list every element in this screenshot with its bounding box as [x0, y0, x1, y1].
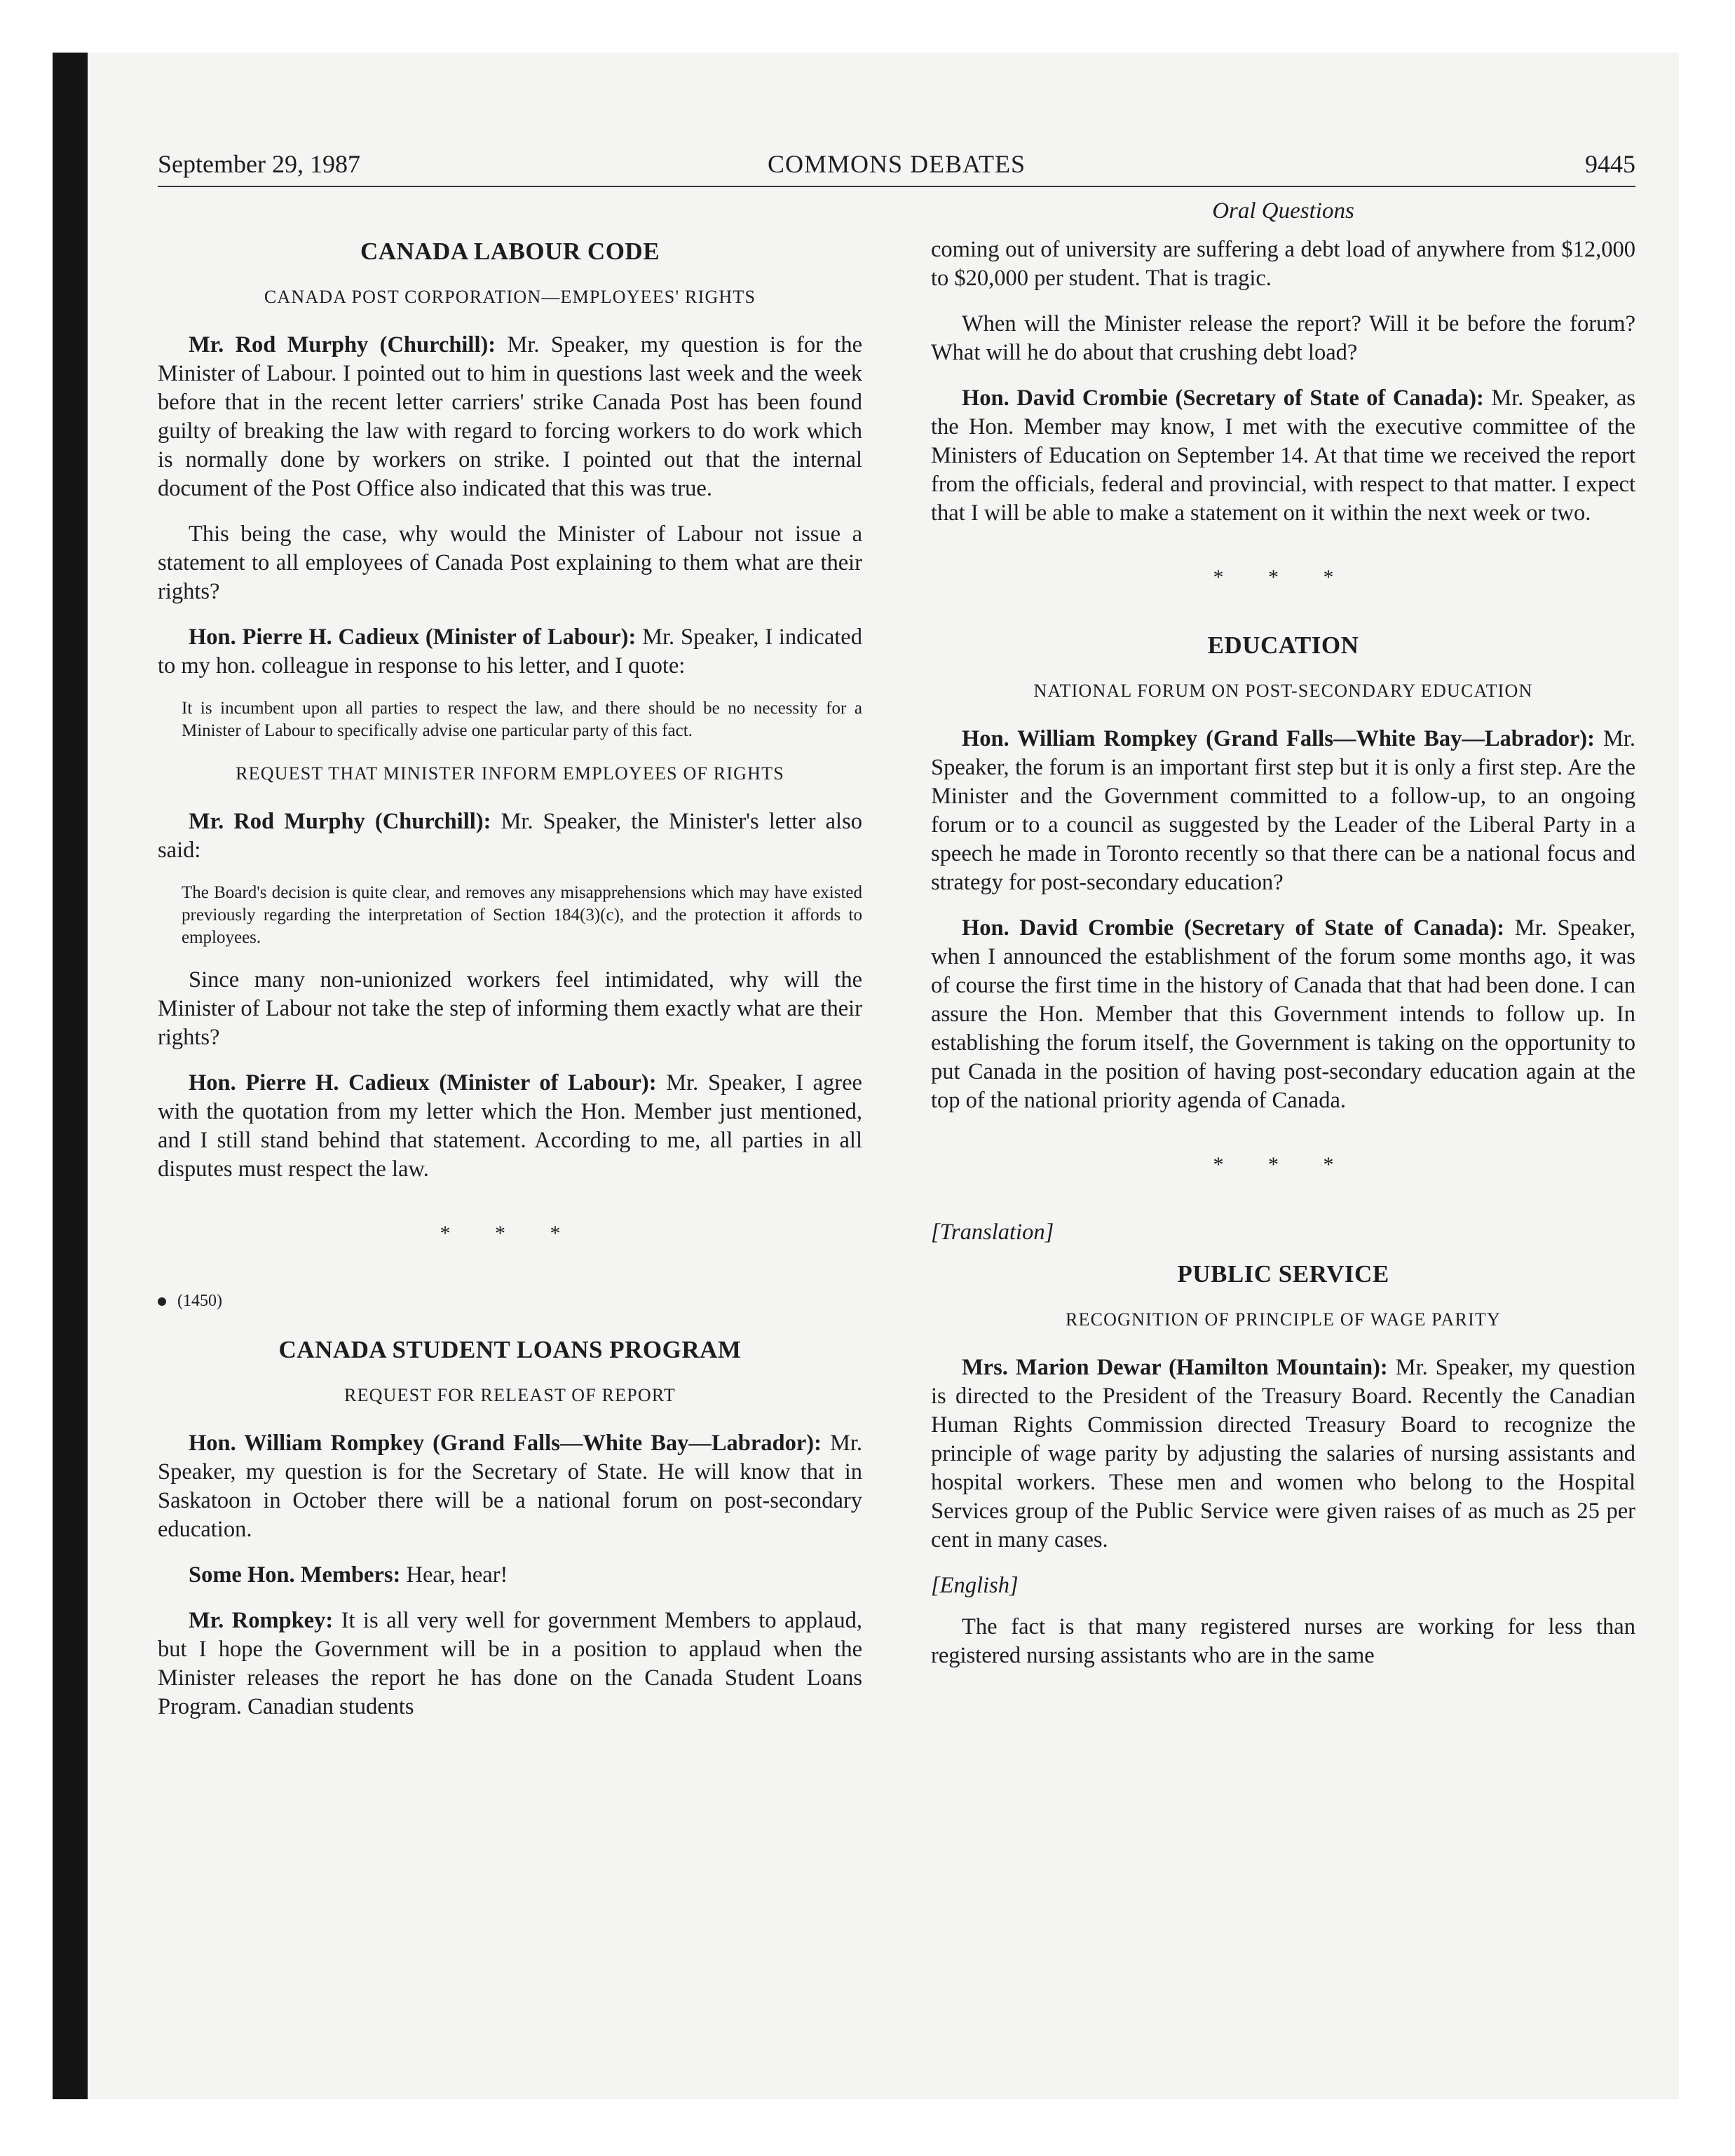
running-header: [158, 149, 1635, 184]
speech-text: Since many non-unionized workers feel intimidated, why will the Minister of Labour not take the step of informing them exactly what are their rights?: [158, 967, 862, 1050]
speech-text: Mr. Speaker, I agree with the quotation from my letter which the Hon. Member just mentioned, and I still stand behind that statement. According to me, all parties in all disputes must respect the law.: [158, 1070, 862, 1182]
speech-paragraph: [158, 807, 862, 865]
speaker-name: Mrs. Marion Dewar (Hamilton Mountain):: [962, 1355, 1388, 1380]
speaker-name: Hon. William Rompkey (Grand Falls—White Bay—Labrador):: [189, 1431, 822, 1456]
speech-text: The fact is that many registered nurses are working for less than registered nursing assistants who are in the same: [931, 1614, 1635, 1668]
speaker-name: Hon. William Rompkey (Grand Falls—White Bay—Labrador):: [962, 726, 1595, 751]
block-quote: It is incumbent upon all parties to respect the law, and there should be no necessity for a Minister of Labour to specifically advise one particular party of this fact.: [182, 699, 862, 740]
speech-text: Mr. Speaker, the forum is an important first step but it is only a first step. Are the Minister and the Government committed to a follow-up, to an ongoing forum or to a council as suggested by the Leader of the Liberal Party in a speech he made in Toronto recently so that there can be a national focus and strategy for post-secondary education?: [931, 726, 1636, 895]
speaker-name: Mr. Rod Murphy (Churchill):: [189, 332, 496, 357]
speech-paragraph: [158, 1606, 862, 1721]
language-note: [Translation]: [931, 1220, 1054, 1245]
publication-title: COMMONS DEBATES: [767, 150, 1026, 178]
speech-paragraph: [158, 1429, 862, 1544]
speech-paragraph: [931, 1353, 1635, 1555]
block-quote: The Board's decision is quite clear, and removes any misapprehensions which may have existed previously regarding the interpretation of Section 184(3)(c), and the protection it affords to employees.: [182, 883, 862, 947]
speaker-name: Mr. Rompkey:: [189, 1608, 334, 1633]
section-subheading: REQUEST THAT MINISTER INFORM EMPLOYEES OF RIGHTS: [236, 763, 784, 784]
section-separator: * * *: [1213, 566, 1354, 589]
speech-paragraph: [931, 384, 1635, 528]
speaker-name: Hon. David Crombie (Secretary of State of Canada):: [962, 915, 1505, 941]
section-heading: CANADA STUDENT LOANS PROGRAM: [278, 1336, 742, 1363]
time-marker: [158, 1287, 862, 1316]
speech-paragraph: [158, 520, 862, 606]
speaker-name: Mr. Rod Murphy (Churchill):: [189, 809, 491, 834]
speech-text: Mr. Speaker, my question is for the Secretary of State. He will know that in Saskatoon in October there will be a national forum on post-secondary education.: [158, 1431, 863, 1542]
header-rule: [158, 186, 1635, 187]
section-heading: EDUCATION: [1207, 632, 1359, 659]
speech-text: Mr. Speaker, when I announced the establishment of the forum some months ago, it was of course the first time in the history of Canada that that had been done. I can assure the Hon. Member that this Government intends to follow up. In establishing the forum itself, the Government is taking on the opportunity to put Canada in the position of having post-secondary education again at the top of the national priority agenda of Canada.: [931, 915, 1635, 1113]
section-separator: * * *: [440, 1222, 580, 1245]
speech-paragraph: [931, 1613, 1635, 1670]
speech-text: When will the Minister release the report? Will it be before the forum? What will he do about that crushing debt load?: [931, 311, 1635, 365]
section-separator: * * *: [1213, 1153, 1354, 1176]
section-heading: CANADA LABOUR CODE: [360, 238, 660, 265]
section-caption: Oral Questions: [1212, 198, 1354, 224]
time-marker-text: (1450): [177, 1292, 222, 1310]
scanned-page: [53, 53, 1679, 2099]
speech-paragraph: [931, 236, 1635, 293]
section-subheading: REQUEST FOR RELEAST OF REPORT: [344, 1385, 676, 1405]
bullet-icon: [158, 1297, 166, 1306]
speech-text: Mr. Speaker, my question is for the Minister of Labour. I pointed out to him in questions last week and the week before that in the recent letter carriers' strike Canada Post has been found guilty of breaking the law with regard to forcing workers to do work which is normally done by workers on strike. I pointed out that the internal document of the Post Office also indicated that this was true.: [158, 332, 862, 501]
binding-edge: [53, 53, 88, 2099]
speech-paragraph: [158, 331, 862, 503]
section-subheading: CANADA POST CORPORATION—EMPLOYEES' RIGHTS: [264, 287, 756, 307]
speech-text: Hear, hear!: [406, 1562, 508, 1588]
section-heading: PUBLIC SERVICE: [1177, 1260, 1389, 1288]
speech-text: Mr. Speaker, I indicated to my hon. colleague in response to his letter, and I quote:: [158, 625, 862, 678]
page-number: 9445: [1585, 150, 1635, 178]
speaker-name: Hon. Pierre H. Cadieux (Minister of Labour):: [189, 1070, 657, 1096]
left-column: [158, 197, 862, 1738]
speech-paragraph: [158, 1069, 862, 1184]
speech-text: This being the case, why would the Minister of Labour not issue a statement to all employees of Canada Post explaining to them what are their rights?: [158, 521, 862, 604]
speech-paragraph: [158, 1561, 862, 1590]
speaker-name: Some Hon. Members:: [189, 1562, 401, 1588]
speech-paragraph: [931, 725, 1635, 897]
speech-paragraph: [931, 310, 1635, 367]
speech-paragraph: [158, 623, 862, 681]
header-date: September 29, 1987: [158, 150, 360, 178]
speech-paragraph: [931, 914, 1635, 1115]
language-note: [English]: [931, 1573, 1019, 1598]
speech-text: It is all very well for government Members to applaud, but I hope the Government will be in a position to applaud when the Minister releases the report he has done on the Canada Student Loans Program. Canadian students: [158, 1608, 862, 1719]
speaker-name: Hon. Pierre H. Cadieux (Minister of Labour):: [189, 625, 637, 650]
speech-text: Mr. Speaker, as the Hon. Member may know, I met with the executive committee of the Ministers of Education on September 14. At that time we received the report from the officials, federal and provincial, with respect to that matter. I expect that I will be able to make a statement on it within the next week or two.: [931, 386, 1636, 526]
speech-text: coming out of university are suffering a debt load of anywhere from $12,000 to $20,000 per student. That is tragic.: [931, 237, 1635, 291]
speech-text: Mr. Speaker, my question is directed to the President of the Treasury Board. Recently the Canadian Human Rights Commission directed Treasury Board to recognize the principle of wage parity by adjusting the salaries of nursing assistants and hospital workers. These men and women who belong to the Hospital Services group of the Public Service were given raises of as much as 25 per cent in many cases.: [931, 1355, 1635, 1553]
speaker-name: Hon. David Crombie (Secretary of State of Canada):: [962, 386, 1484, 411]
right-column: [931, 197, 1635, 1687]
speech-paragraph: [158, 966, 862, 1052]
speech-text: Mr. Speaker, the Minister's letter also said:: [158, 809, 862, 863]
section-subheading: NATIONAL FORUM ON POST-SECONDARY EDUCATION: [1033, 681, 1533, 701]
section-subheading: RECOGNITION OF PRINCIPLE OF WAGE PARITY: [1065, 1309, 1501, 1330]
